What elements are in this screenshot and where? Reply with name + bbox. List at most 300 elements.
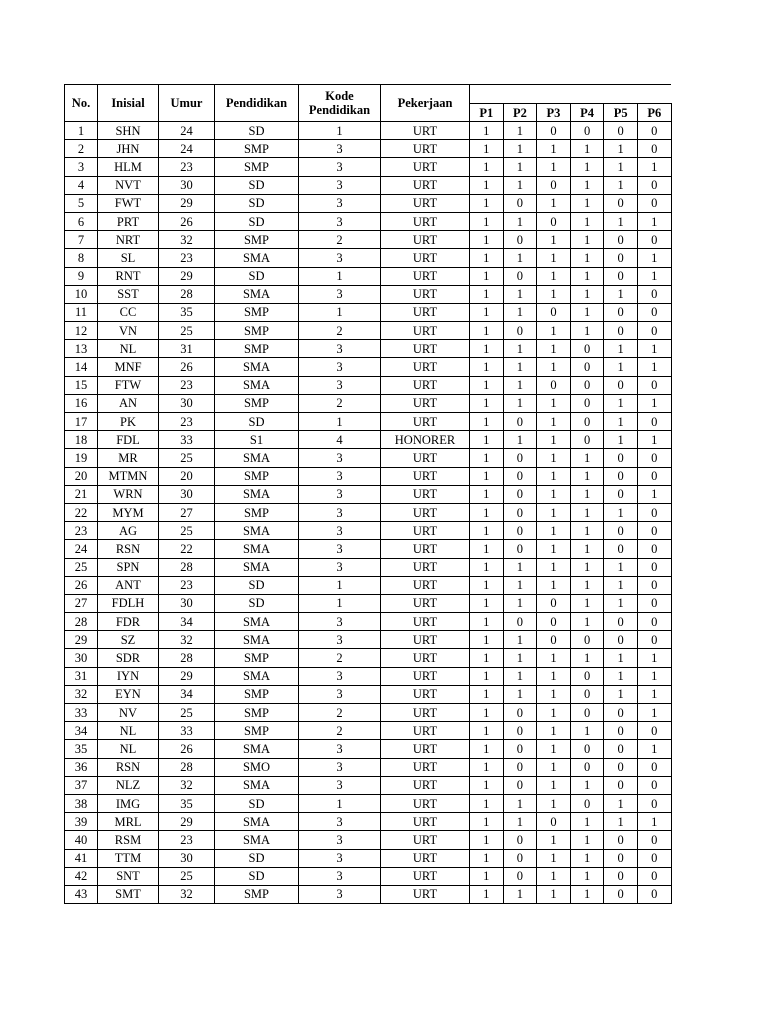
cell-p2: 0	[503, 704, 537, 722]
cell-pekerjaan: URT	[381, 667, 470, 685]
table-row	[65, 303, 672, 321]
cell-p1: 1	[470, 140, 504, 158]
header-kode-line2: Pendidikan	[308, 103, 371, 117]
cell-p6: 1	[637, 485, 671, 503]
cell-p2: 1	[503, 140, 537, 158]
cell-p6: 0	[637, 831, 671, 849]
cell-pendidikan: SMA	[215, 540, 299, 558]
cell-inisial: FDLH	[98, 594, 159, 612]
table-row	[65, 794, 672, 812]
cell-p3: 1	[537, 158, 571, 176]
cell-kode-pendidikan: 3	[299, 740, 381, 758]
cell-p6: 0	[637, 776, 671, 794]
table-row	[65, 413, 672, 431]
cell-p3: 1	[537, 485, 571, 503]
header-umur: Umur	[159, 85, 215, 122]
cell-p4: 0	[570, 667, 604, 685]
cell-umur: 25	[159, 867, 215, 885]
table-row	[65, 394, 672, 412]
cell-p5: 0	[604, 885, 638, 903]
cell-inisial: MRL	[98, 813, 159, 831]
cell-p4: 1	[570, 831, 604, 849]
cell-p5: 0	[604, 540, 638, 558]
cell-umur: 24	[159, 122, 215, 140]
cell-p6: 0	[637, 758, 671, 776]
cell-no: 10	[65, 285, 98, 303]
cell-p5: 1	[604, 285, 638, 303]
cell-inisial: PK	[98, 413, 159, 431]
table-row	[65, 467, 672, 485]
cell-p5: 1	[604, 413, 638, 431]
cell-inisial: MR	[98, 449, 159, 467]
table-row	[65, 667, 672, 685]
cell-pendidikan: SMP	[215, 685, 299, 703]
cell-kode-pendidikan: 3	[299, 631, 381, 649]
cell-p6: 1	[637, 431, 671, 449]
cell-p2: 0	[503, 722, 537, 740]
cell-no: 43	[65, 885, 98, 903]
cell-p2: 0	[503, 849, 537, 867]
cell-no: 26	[65, 576, 98, 594]
cell-pekerjaan: URT	[381, 649, 470, 667]
cell-p3: 0	[537, 631, 571, 649]
cell-p5: 1	[604, 158, 638, 176]
cell-umur: 23	[159, 576, 215, 594]
cell-p2: 1	[503, 249, 537, 267]
cell-p5: 0	[604, 231, 638, 249]
cell-inisial: RSN	[98, 758, 159, 776]
cell-umur: 32	[159, 776, 215, 794]
cell-no: 42	[65, 867, 98, 885]
cell-p2: 1	[503, 558, 537, 576]
cell-kode-pendidikan: 1	[299, 594, 381, 612]
cell-p1: 1	[470, 685, 504, 703]
table-row	[65, 122, 672, 140]
cell-p1: 1	[470, 885, 504, 903]
cell-no: 40	[65, 831, 98, 849]
table-row	[65, 431, 672, 449]
cell-p1: 1	[470, 358, 504, 376]
cell-kode-pendidikan: 3	[299, 194, 381, 212]
cell-p3: 1	[537, 394, 571, 412]
cell-kode-pendidikan: 1	[299, 303, 381, 321]
cell-pekerjaan: HONORER	[381, 431, 470, 449]
cell-p1: 1	[470, 613, 504, 631]
cell-p3: 1	[537, 849, 571, 867]
cell-p4: 1	[570, 303, 604, 321]
header-p6: P6	[637, 104, 671, 122]
cell-pendidikan: SMP	[215, 722, 299, 740]
cell-pendidikan: S1	[215, 431, 299, 449]
cell-pendidikan: SMP	[215, 158, 299, 176]
cell-kode-pendidikan: 3	[299, 758, 381, 776]
header-kode-line1: Kode	[325, 89, 354, 103]
cell-p4: 1	[570, 813, 604, 831]
cell-pekerjaan: URT	[381, 576, 470, 594]
cell-umur: 26	[159, 358, 215, 376]
table-row	[65, 249, 672, 267]
cell-p5: 0	[604, 740, 638, 758]
cell-umur: 32	[159, 631, 215, 649]
cell-p6: 1	[637, 158, 671, 176]
cell-p2: 0	[503, 613, 537, 631]
cell-p5: 0	[604, 449, 638, 467]
cell-p4: 1	[570, 649, 604, 667]
cell-p3: 0	[537, 303, 571, 321]
cell-p6: 0	[637, 576, 671, 594]
table-row	[65, 776, 672, 794]
cell-kode-pendidikan: 3	[299, 831, 381, 849]
cell-p4: 1	[570, 558, 604, 576]
table-row	[65, 231, 672, 249]
cell-p1: 1	[470, 176, 504, 194]
cell-pendidikan: SMA	[215, 631, 299, 649]
cell-pekerjaan: URT	[381, 449, 470, 467]
cell-p4: 1	[570, 176, 604, 194]
cell-p5: 0	[604, 267, 638, 285]
cell-pekerjaan: URT	[381, 158, 470, 176]
cell-p6: 0	[637, 285, 671, 303]
cell-p1: 1	[470, 285, 504, 303]
cell-p6: 0	[637, 631, 671, 649]
cell-p4: 1	[570, 576, 604, 594]
cell-umur: 23	[159, 249, 215, 267]
cell-p4: 0	[570, 394, 604, 412]
cell-pekerjaan: URT	[381, 885, 470, 903]
cell-p3: 1	[537, 867, 571, 885]
cell-no: 14	[65, 358, 98, 376]
cell-p4: 1	[570, 722, 604, 740]
table-row	[65, 212, 672, 230]
cell-pendidikan: SMA	[215, 485, 299, 503]
table-row	[65, 485, 672, 503]
cell-p4: 0	[570, 704, 604, 722]
cell-p3: 1	[537, 449, 571, 467]
header-p5: P5	[604, 104, 638, 122]
cell-inisial: SL	[98, 249, 159, 267]
cell-pekerjaan: URT	[381, 776, 470, 794]
cell-kode-pendidikan: 3	[299, 212, 381, 230]
cell-pekerjaan: URT	[381, 704, 470, 722]
cell-p4: 1	[570, 885, 604, 903]
cell-p3: 1	[537, 558, 571, 576]
table-row	[65, 813, 672, 831]
cell-p3: 1	[537, 885, 571, 903]
cell-pekerjaan: URT	[381, 394, 470, 412]
cell-inisial: IYN	[98, 667, 159, 685]
cell-inisial: RSM	[98, 831, 159, 849]
cell-p6: 0	[637, 558, 671, 576]
cell-p1: 1	[470, 467, 504, 485]
cell-no: 1	[65, 122, 98, 140]
cell-kode-pendidikan: 1	[299, 122, 381, 140]
cell-p2: 1	[503, 303, 537, 321]
cell-no: 21	[65, 485, 98, 503]
cell-inisial: FTW	[98, 376, 159, 394]
cell-no: 35	[65, 740, 98, 758]
cell-kode-pendidikan: 3	[299, 885, 381, 903]
cell-kode-pendidikan: 1	[299, 413, 381, 431]
cell-inisial: CC	[98, 303, 159, 321]
cell-inisial: AN	[98, 394, 159, 412]
cell-umur: 23	[159, 831, 215, 849]
cell-umur: 25	[159, 322, 215, 340]
cell-kode-pendidikan: 4	[299, 431, 381, 449]
cell-p6: 1	[637, 212, 671, 230]
cell-no: 30	[65, 649, 98, 667]
cell-kode-pendidikan: 2	[299, 394, 381, 412]
table-row	[65, 885, 672, 903]
cell-p5: 1	[604, 813, 638, 831]
cell-pekerjaan: URT	[381, 340, 470, 358]
cell-pendidikan: SD	[215, 176, 299, 194]
cell-no: 20	[65, 467, 98, 485]
cell-p4: 0	[570, 631, 604, 649]
cell-inisial: PRT	[98, 212, 159, 230]
cell-p3: 1	[537, 413, 571, 431]
cell-inisial: HLM	[98, 158, 159, 176]
cell-no: 34	[65, 722, 98, 740]
cell-pekerjaan: URT	[381, 285, 470, 303]
cell-no: 11	[65, 303, 98, 321]
cell-kode-pendidikan: 3	[299, 522, 381, 540]
cell-p5: 1	[604, 431, 638, 449]
cell-p3: 1	[537, 704, 571, 722]
cell-p6: 0	[637, 376, 671, 394]
cell-pendidikan: SMP	[215, 704, 299, 722]
cell-inisial: AG	[98, 522, 159, 540]
cell-p6: 1	[637, 740, 671, 758]
cell-p6: 0	[637, 540, 671, 558]
cell-inisial: FDR	[98, 613, 159, 631]
cell-no: 25	[65, 558, 98, 576]
cell-p1: 1	[470, 431, 504, 449]
cell-pekerjaan: URT	[381, 758, 470, 776]
cell-umur: 26	[159, 740, 215, 758]
header-no: No.	[65, 85, 98, 122]
cell-pendidikan: SD	[215, 212, 299, 230]
cell-p3: 1	[537, 740, 571, 758]
cell-p2: 1	[503, 667, 537, 685]
cell-p6: 1	[637, 667, 671, 685]
cell-inisial: NL	[98, 740, 159, 758]
cell-p2: 1	[503, 431, 537, 449]
cell-p5: 1	[604, 176, 638, 194]
cell-kode-pendidikan: 3	[299, 503, 381, 521]
cell-p1: 1	[470, 558, 504, 576]
cell-pekerjaan: URT	[381, 413, 470, 431]
cell-p1: 1	[470, 867, 504, 885]
cell-umur: 32	[159, 231, 215, 249]
cell-pekerjaan: URT	[381, 322, 470, 340]
cell-p4: 0	[570, 758, 604, 776]
table-body	[65, 122, 672, 904]
cell-p5: 0	[604, 376, 638, 394]
cell-p4: 1	[570, 776, 604, 794]
cell-pendidikan: SD	[215, 413, 299, 431]
cell-pekerjaan: URT	[381, 867, 470, 885]
cell-p2: 1	[503, 885, 537, 903]
cell-kode-pendidikan: 1	[299, 267, 381, 285]
cell-inisial: SMT	[98, 885, 159, 903]
cell-p4: 1	[570, 449, 604, 467]
cell-kode-pendidikan: 3	[299, 485, 381, 503]
cell-p2: 1	[503, 576, 537, 594]
cell-p2: 1	[503, 176, 537, 194]
cell-p5: 0	[604, 122, 638, 140]
cell-p1: 1	[470, 758, 504, 776]
respondent-table	[64, 84, 672, 904]
cell-no: 12	[65, 322, 98, 340]
cell-p2: 0	[503, 758, 537, 776]
cell-p6: 1	[637, 704, 671, 722]
cell-pekerjaan: URT	[381, 540, 470, 558]
cell-p3: 1	[537, 776, 571, 794]
cell-p5: 0	[604, 522, 638, 540]
cell-p2: 0	[503, 776, 537, 794]
cell-p3: 1	[537, 431, 571, 449]
cell-p3: 1	[537, 249, 571, 267]
table-row	[65, 540, 672, 558]
cell-kode-pendidikan: 3	[299, 358, 381, 376]
header-inisial: Inisial	[98, 85, 159, 122]
cell-no: 28	[65, 613, 98, 631]
table-row	[65, 867, 672, 885]
cell-no: 36	[65, 758, 98, 776]
cell-p3: 0	[537, 813, 571, 831]
cell-no: 17	[65, 413, 98, 431]
cell-umur: 28	[159, 285, 215, 303]
cell-p1: 1	[470, 212, 504, 230]
cell-p2: 1	[503, 212, 537, 230]
cell-inisial: JHN	[98, 140, 159, 158]
cell-p2: 0	[503, 540, 537, 558]
cell-pendidikan: SMP	[215, 649, 299, 667]
cell-p1: 1	[470, 522, 504, 540]
cell-umur: 30	[159, 394, 215, 412]
cell-p4: 1	[570, 849, 604, 867]
cell-kode-pendidikan: 1	[299, 794, 381, 812]
cell-no: 6	[65, 212, 98, 230]
cell-p4: 1	[570, 322, 604, 340]
cell-pekerjaan: URT	[381, 231, 470, 249]
cell-umur: 22	[159, 540, 215, 558]
cell-p1: 1	[470, 485, 504, 503]
cell-pekerjaan: URT	[381, 303, 470, 321]
cell-no: 19	[65, 449, 98, 467]
cell-p1: 1	[470, 540, 504, 558]
cell-p2: 1	[503, 122, 537, 140]
cell-umur: 23	[159, 376, 215, 394]
cell-kode-pendidikan: 2	[299, 231, 381, 249]
cell-umur: 25	[159, 704, 215, 722]
cell-umur: 28	[159, 758, 215, 776]
cell-no: 22	[65, 503, 98, 521]
cell-p2: 1	[503, 285, 537, 303]
cell-p2: 0	[503, 267, 537, 285]
cell-p4: 0	[570, 340, 604, 358]
cell-p4: 0	[570, 376, 604, 394]
cell-no: 2	[65, 140, 98, 158]
cell-p6: 0	[637, 413, 671, 431]
table-row	[65, 340, 672, 358]
cell-pekerjaan: URT	[381, 522, 470, 540]
table-row	[65, 558, 672, 576]
cell-p5: 1	[604, 649, 638, 667]
cell-umur: 33	[159, 722, 215, 740]
cell-no: 3	[65, 158, 98, 176]
cell-pendidikan: SMA	[215, 376, 299, 394]
cell-p6: 1	[637, 340, 671, 358]
cell-p5: 0	[604, 849, 638, 867]
cell-inisial: ANT	[98, 576, 159, 594]
cell-p6: 1	[637, 685, 671, 703]
cell-pendidikan: SMA	[215, 449, 299, 467]
cell-p1: 1	[470, 249, 504, 267]
cell-p2: 1	[503, 685, 537, 703]
cell-no: 31	[65, 667, 98, 685]
cell-kode-pendidikan: 3	[299, 540, 381, 558]
cell-p6: 1	[637, 267, 671, 285]
cell-p2: 1	[503, 594, 537, 612]
cell-p1: 1	[470, 194, 504, 212]
cell-kode-pendidikan: 3	[299, 613, 381, 631]
table-row	[65, 376, 672, 394]
cell-umur: 23	[159, 413, 215, 431]
cell-p3: 1	[537, 285, 571, 303]
cell-p3: 1	[537, 140, 571, 158]
cell-p3: 1	[537, 503, 571, 521]
cell-p6: 0	[637, 885, 671, 903]
cell-p1: 1	[470, 594, 504, 612]
cell-inisial: MTMN	[98, 467, 159, 485]
table-row	[65, 322, 672, 340]
cell-p3: 1	[537, 685, 571, 703]
cell-kode-pendidikan: 2	[299, 704, 381, 722]
cell-p2: 1	[503, 394, 537, 412]
cell-kode-pendidikan: 3	[299, 558, 381, 576]
cell-pekerjaan: URT	[381, 122, 470, 140]
cell-p2: 1	[503, 813, 537, 831]
cell-umur: 26	[159, 212, 215, 230]
cell-pendidikan: SMA	[215, 249, 299, 267]
cell-p5: 0	[604, 631, 638, 649]
cell-inisial: SST	[98, 285, 159, 303]
cell-p1: 1	[470, 667, 504, 685]
table-row	[65, 176, 672, 194]
table-row	[65, 613, 672, 631]
table-row	[65, 503, 672, 521]
cell-pekerjaan: URT	[381, 722, 470, 740]
cell-kode-pendidikan: 3	[299, 467, 381, 485]
cell-kode-pendidikan: 3	[299, 667, 381, 685]
cell-p3: 1	[537, 758, 571, 776]
cell-p2: 1	[503, 794, 537, 812]
cell-inisial: NL	[98, 722, 159, 740]
cell-p5: 1	[604, 212, 638, 230]
cell-p1: 1	[470, 576, 504, 594]
cell-kode-pendidikan: 1	[299, 576, 381, 594]
cell-kode-pendidikan: 3	[299, 176, 381, 194]
cell-p6: 0	[637, 303, 671, 321]
cell-no: 13	[65, 340, 98, 358]
cell-pendidikan: SMA	[215, 558, 299, 576]
cell-pekerjaan: URT	[381, 249, 470, 267]
cell-p3: 1	[537, 576, 571, 594]
cell-umur: 25	[159, 449, 215, 467]
table-row	[65, 649, 672, 667]
cell-no: 16	[65, 394, 98, 412]
